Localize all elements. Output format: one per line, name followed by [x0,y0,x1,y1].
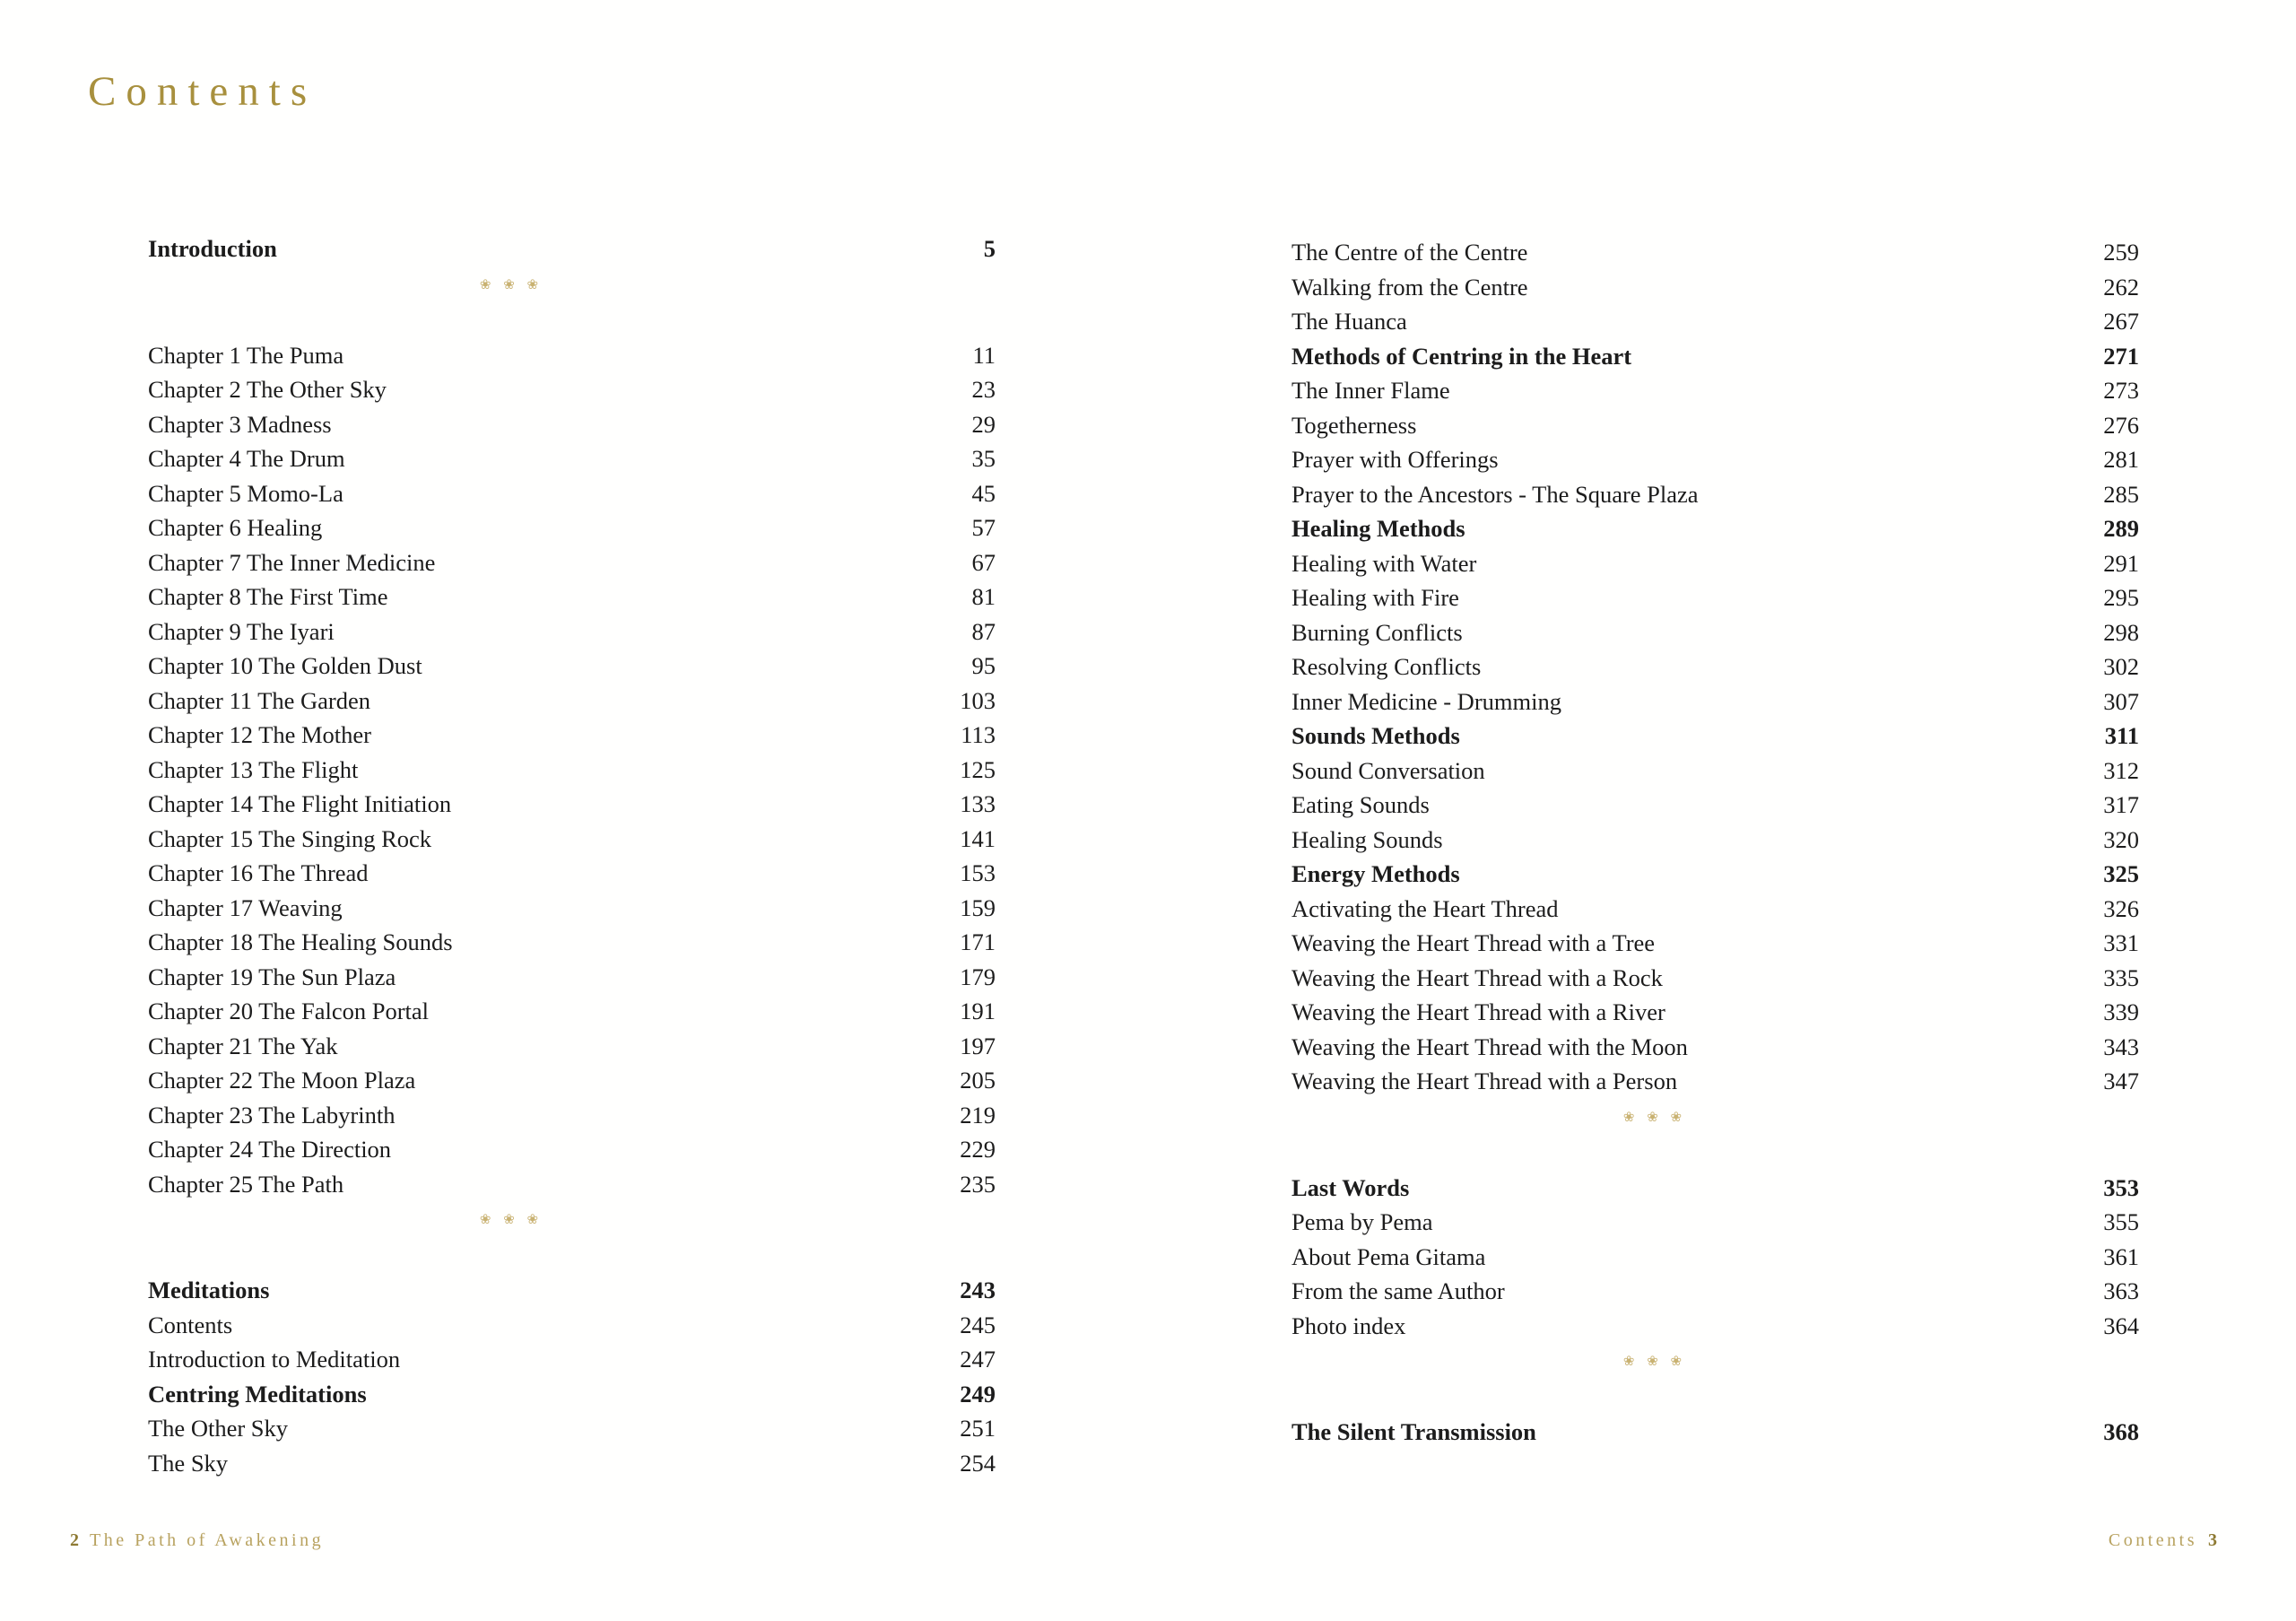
toc-entry[interactable] [1292,857,2139,892]
toc-entry[interactable] [1292,788,2139,823]
toc-entry-page-number: 171 [960,928,996,955]
toc-entry-label: Chapter 18 The Healing Sounds [148,928,453,955]
toc-entry-label: Energy Methods [1292,860,1460,887]
toc-entry[interactable] [1292,754,2139,789]
toc-entry-label: Chapter 21 The Yak [148,1032,338,1059]
toc-entry-label: Weaving the Heart Thread with a Rock [1292,963,1663,991]
spacer [1292,1133,2139,1171]
toc-entry-page-number: 87 [971,617,996,645]
toc-entry-page-number: 45 [971,479,996,507]
toc-entry-page-number: 361 [2103,1242,2139,1270]
toc-entry[interactable] [1292,1030,2139,1065]
toc-entry-label: Chapter 14 The Flight Initiation [148,790,452,817]
toc-entry-label: Chapter 22 The Moon Plaza [148,1067,416,1094]
toc-entry-label: Pema by Pema [1292,1208,1433,1235]
toc-entry[interactable] [1292,373,2139,408]
toc-entry-label: Healing Methods [1292,515,1465,542]
toc-entry-label: Chapter 3 Madness [148,410,332,438]
toc-entry[interactable] [148,649,996,684]
toc-entry-label: Chapter 8 The First Time [148,583,388,610]
toc-entry-label: Walking from the Centre [1292,273,1528,301]
toc-entry[interactable] [148,614,996,649]
toc-entry[interactable] [1292,580,2139,615]
toc-entry-page-number: 363 [2103,1277,2139,1304]
toc-entry-page-number: 339 [2103,998,2139,1025]
toc-entry-label: Chapter 24 The Direction [148,1136,392,1163]
toc-entry-label: Prayer with Offerings [1292,446,1499,473]
toc-entry-label: The Silent Transmission [1292,1418,1536,1445]
section-ornament: ❀ ❀ ❀ [1622,1355,1687,1369]
toc-entry[interactable] [148,580,996,614]
toc-entry[interactable] [1292,649,2139,684]
toc-entry-page-number: 307 [2103,687,2139,715]
toc-entry-label: Healing with Water [1292,549,1477,577]
toc-entry-page-number: 335 [2103,963,2139,991]
toc-entry-label: Chapter 11 The Garden [148,686,370,714]
toc-entry-page-number: 295 [2103,584,2139,611]
toc-entry-label: The Centre of the Centre [1292,239,1528,266]
toc-entry-page-number: 229 [960,1136,996,1163]
spacer [148,301,996,338]
toc-entry[interactable] [1292,995,2139,1030]
toc-entry[interactable] [148,407,996,442]
toc-entry-page-number: 364 [2103,1312,2139,1339]
toc-entry[interactable] [148,372,996,407]
toc-entry-page-number: 235 [960,1170,996,1198]
page-title: Contents [88,68,317,115]
toc-entry-page-number: 125 [960,755,996,783]
toc-entry-label: Chapter 2 The Other Sky [148,376,387,403]
toc-entry-label: Activating the Heart Thread [1292,894,1559,922]
toc-entry-page-number: 251 [960,1415,996,1442]
toc-entry[interactable] [1292,1240,2139,1275]
footer-right-page-number: 3 [2208,1530,2217,1550]
toc-entry-label: Introduction [148,235,277,262]
toc-entry-label: Chapter 15 The Singing Rock [148,824,432,852]
toc-entry[interactable] [1292,304,2139,339]
toc-entry-label: The Inner Flame [1292,377,1450,404]
toc-entry-label: The Other Sky [148,1415,289,1442]
toc-entry-page-number: 317 [2103,791,2139,818]
toc-entry-page-number: 276 [2103,411,2139,439]
toc-entry-page-number: 347 [2103,1068,2139,1094]
toc-entry-page-number: 29 [971,410,996,438]
toc-entry-label: Chapter 19 The Sun Plaza [148,963,396,990]
toc-entry[interactable] [1292,339,2139,374]
toc-entry[interactable] [148,1342,996,1377]
toc-entry[interactable] [148,960,996,995]
toc-entry[interactable] [148,338,996,373]
toc-entry-page-number: 355 [2103,1208,2139,1235]
toc-entry[interactable] [148,476,996,511]
toc-entry-label: Healing with Fire [1292,584,1459,611]
toc-entry[interactable] [148,441,996,476]
toc-entry-page-number: 298 [2103,618,2139,646]
toc-entry[interactable] [148,925,996,960]
toc-entry-label: Chapter 13 The Flight [148,755,359,783]
toc-entry[interactable] [148,545,996,580]
toc-entry[interactable] [1292,961,2139,996]
toc-entry[interactable] [1292,408,2139,443]
toc-entry-page-number: 331 [2103,929,2139,956]
toc-entry-page-number: 302 [2103,653,2139,680]
toc-entry[interactable] [148,1098,996,1133]
footer-left-title: The Path of Awakening [90,1530,325,1550]
toc-entry-page-number: 343 [2103,1033,2139,1060]
toc-entry-page-number: 368 [2103,1418,2139,1445]
toc-entry-label: Chapter 9 The Iyari [148,617,335,645]
footer-right [2109,1530,2217,1551]
toc-entry[interactable] [148,753,996,788]
toc-entry-page-number: 271 [2103,342,2139,370]
toc-entry-label: From the same Author [1292,1277,1505,1304]
toc-entry[interactable] [1292,1415,2139,1450]
toc-entry-page-number: 219 [960,1101,996,1129]
contents-column-right [1292,235,2139,1450]
toc-entry[interactable] [1292,926,2139,961]
toc-entry[interactable] [1292,1171,2139,1206]
toc-entry[interactable] [148,1029,996,1064]
footer-right-title: Contents [2108,1530,2197,1550]
footer-left [70,1530,324,1551]
toc-entry[interactable] [148,1167,996,1202]
toc-entry[interactable] [1292,477,2139,512]
toc-entry-label: Resolving Conflicts [1292,653,1482,680]
toc-entry-page-number: 312 [2103,756,2139,784]
toc-entry-label: Togetherness [1292,411,1417,439]
toc-entry-page-number: 141 [960,824,996,852]
toc-entry-label: Burning Conflicts [1292,618,1463,646]
toc-entry-label: The Huanca [1292,308,1407,335]
toc-entry-label: Contents [148,1311,233,1338]
toc-entry[interactable] [1292,615,2139,650]
toc-entry-label: Chapter 5 Momo-La [148,479,344,507]
toc-entry-page-number: 81 [971,583,996,610]
toc-entry-page-number: 95 [971,652,996,679]
toc-entry-label: Chapter 10 The Golden Dust [148,652,422,679]
toc-entry[interactable] [148,510,996,545]
toc-entry-page-number: 133 [960,790,996,817]
toc-entry-page-number: 291 [2103,549,2139,577]
toc-entry-label: Sound Conversation [1292,756,1485,784]
toc-entry-label: Chapter 6 Healing [148,514,323,541]
toc-entry-label: Centring Meditations [148,1380,367,1407]
toc-entry[interactable] [1292,1274,2139,1309]
footer-left-page-number: 2 [70,1530,79,1550]
toc-entry-page-number: 5 [983,235,996,262]
toc-entry[interactable] [148,856,996,891]
toc-entry[interactable] [148,1273,996,1308]
toc-entry-label: The Sky [148,1449,229,1477]
toc-entry-page-number: 326 [2103,894,2139,922]
toc-entry[interactable] [1292,892,2139,927]
toc-entry-page-number: 67 [971,548,996,576]
toc-entry-page-number: 197 [960,1032,996,1059]
toc-entry-page-number: 289 [2103,515,2139,542]
spacer [148,1235,996,1273]
spacer [1292,1377,2139,1415]
toc-entry-label: Weaving the Heart Thread with a Tree [1292,929,1656,956]
toc-entry-label: Chapter 25 The Path [148,1170,344,1198]
toc-entry-page-number: 267 [2103,308,2139,335]
toc-entry[interactable] [148,787,996,822]
toc-entry[interactable] [1292,235,2139,270]
toc-entry-page-number: 245 [960,1311,996,1338]
toc-entry[interactable] [148,231,996,266]
toc-entry[interactable] [148,1446,996,1481]
toc-entry-page-number: 311 [2104,722,2139,749]
toc-entry[interactable] [148,718,996,753]
toc-entry-page-number: 57 [971,514,996,541]
toc-entry-label: Eating Sounds [1292,791,1430,818]
toc-entry-page-number: 353 [2103,1173,2139,1201]
toc-entry-label: Photo index [1292,1312,1406,1339]
toc-entry-page-number: 254 [960,1449,996,1477]
toc-entry-page-number: 179 [960,963,996,990]
toc-entry-label: Weaving the Heart Thread with a River [1292,998,1665,1025]
toc-entry[interactable] [1292,270,2139,305]
toc-entry[interactable] [1292,823,2139,858]
toc-entry-page-number: 247 [960,1346,996,1373]
toc-entry-label: Sounds Methods [1292,722,1460,749]
toc-entry[interactable] [1292,719,2139,754]
toc-entry-page-number: 113 [961,721,996,748]
toc-entry[interactable] [148,994,996,1029]
toc-entry[interactable] [1292,1064,2139,1099]
toc-entry-label: Inner Medicine - Drumming [1292,687,1561,715]
toc-entry-page-number: 11 [972,341,996,369]
toc-entry[interactable] [148,1132,996,1167]
toc-entry-page-number: 103 [960,686,996,714]
toc-entry-page-number: 325 [2103,860,2139,887]
toc-entry-page-number: 262 [2103,273,2139,301]
toc-entry-label: Chapter 7 The Inner Medicine [148,548,436,576]
toc-entry-label: Chapter 4 The Drum [148,445,345,472]
toc-entry-label: Healing Sounds [1292,825,1443,853]
toc-entry-page-number: 285 [2103,480,2139,508]
toc-entry-label: Chapter 16 The Thread [148,859,369,886]
toc-entry-page-number: 159 [960,893,996,921]
toc-entry[interactable] [148,1063,996,1098]
toc-entry[interactable] [1292,442,2139,477]
toc-entry[interactable] [148,684,996,719]
toc-entry-page-number: 191 [960,998,996,1024]
section-ornament: ❀ ❀ ❀ [479,277,544,292]
toc-entry-label: Chapter 17 Weaving [148,893,343,921]
toc-entry-page-number: 281 [2103,446,2139,473]
section-ornament: ❀ ❀ ❀ [1622,1110,1687,1125]
toc-entry-label: Weaving the Heart Thread with the Moon [1292,1033,1688,1060]
toc-entry-label: Last Words [1292,1173,1410,1201]
toc-entry-page-number: 153 [960,859,996,886]
toc-entry-label: Chapter 20 The Falcon Portal [148,998,430,1024]
toc-entry-page-number: 35 [971,445,996,472]
toc-entry-label: Methods of Centring in the Heart [1292,342,1632,370]
toc-entry[interactable] [148,1411,996,1446]
toc-entry[interactable] [1292,511,2139,546]
toc-entry[interactable] [1292,1309,2139,1344]
toc-entry-label: Weaving the Heart Thread with a Person [1292,1068,1678,1094]
toc-entry-label: Meditations [148,1277,270,1303]
toc-entry-page-number: 249 [960,1380,996,1407]
toc-entry-page-number: 259 [2103,239,2139,266]
toc-entry[interactable] [148,822,996,857]
toc-entry-page-number: 320 [2103,825,2139,853]
toc-entry-page-number: 243 [960,1277,996,1303]
section-ornament: ❀ ❀ ❀ [479,1213,544,1227]
toc-entry-label: Chapter 1 The Puma [148,341,344,369]
toc-entry[interactable] [1292,546,2139,581]
toc-entry[interactable] [1292,684,2139,719]
toc-entry-page-number: 273 [2103,377,2139,404]
toc-entry-label: Introduction to Meditation [148,1346,401,1373]
toc-entry-page-number: 205 [960,1067,996,1094]
toc-entry[interactable] [148,1308,996,1343]
toc-entry[interactable] [148,1377,996,1412]
toc-entry-label: About Pema Gitama [1292,1242,1486,1270]
contents-column-left [148,231,996,1480]
toc-entry[interactable] [1292,1205,2139,1240]
toc-entry[interactable] [148,891,996,926]
toc-entry-label: Prayer to the Ancestors - The Square Plaza [1292,480,1699,508]
toc-entry-label: Chapter 12 The Mother [148,721,371,748]
toc-entry-page-number: 23 [971,376,996,403]
toc-entry-label: Chapter 23 The Labyrinth [148,1101,396,1129]
